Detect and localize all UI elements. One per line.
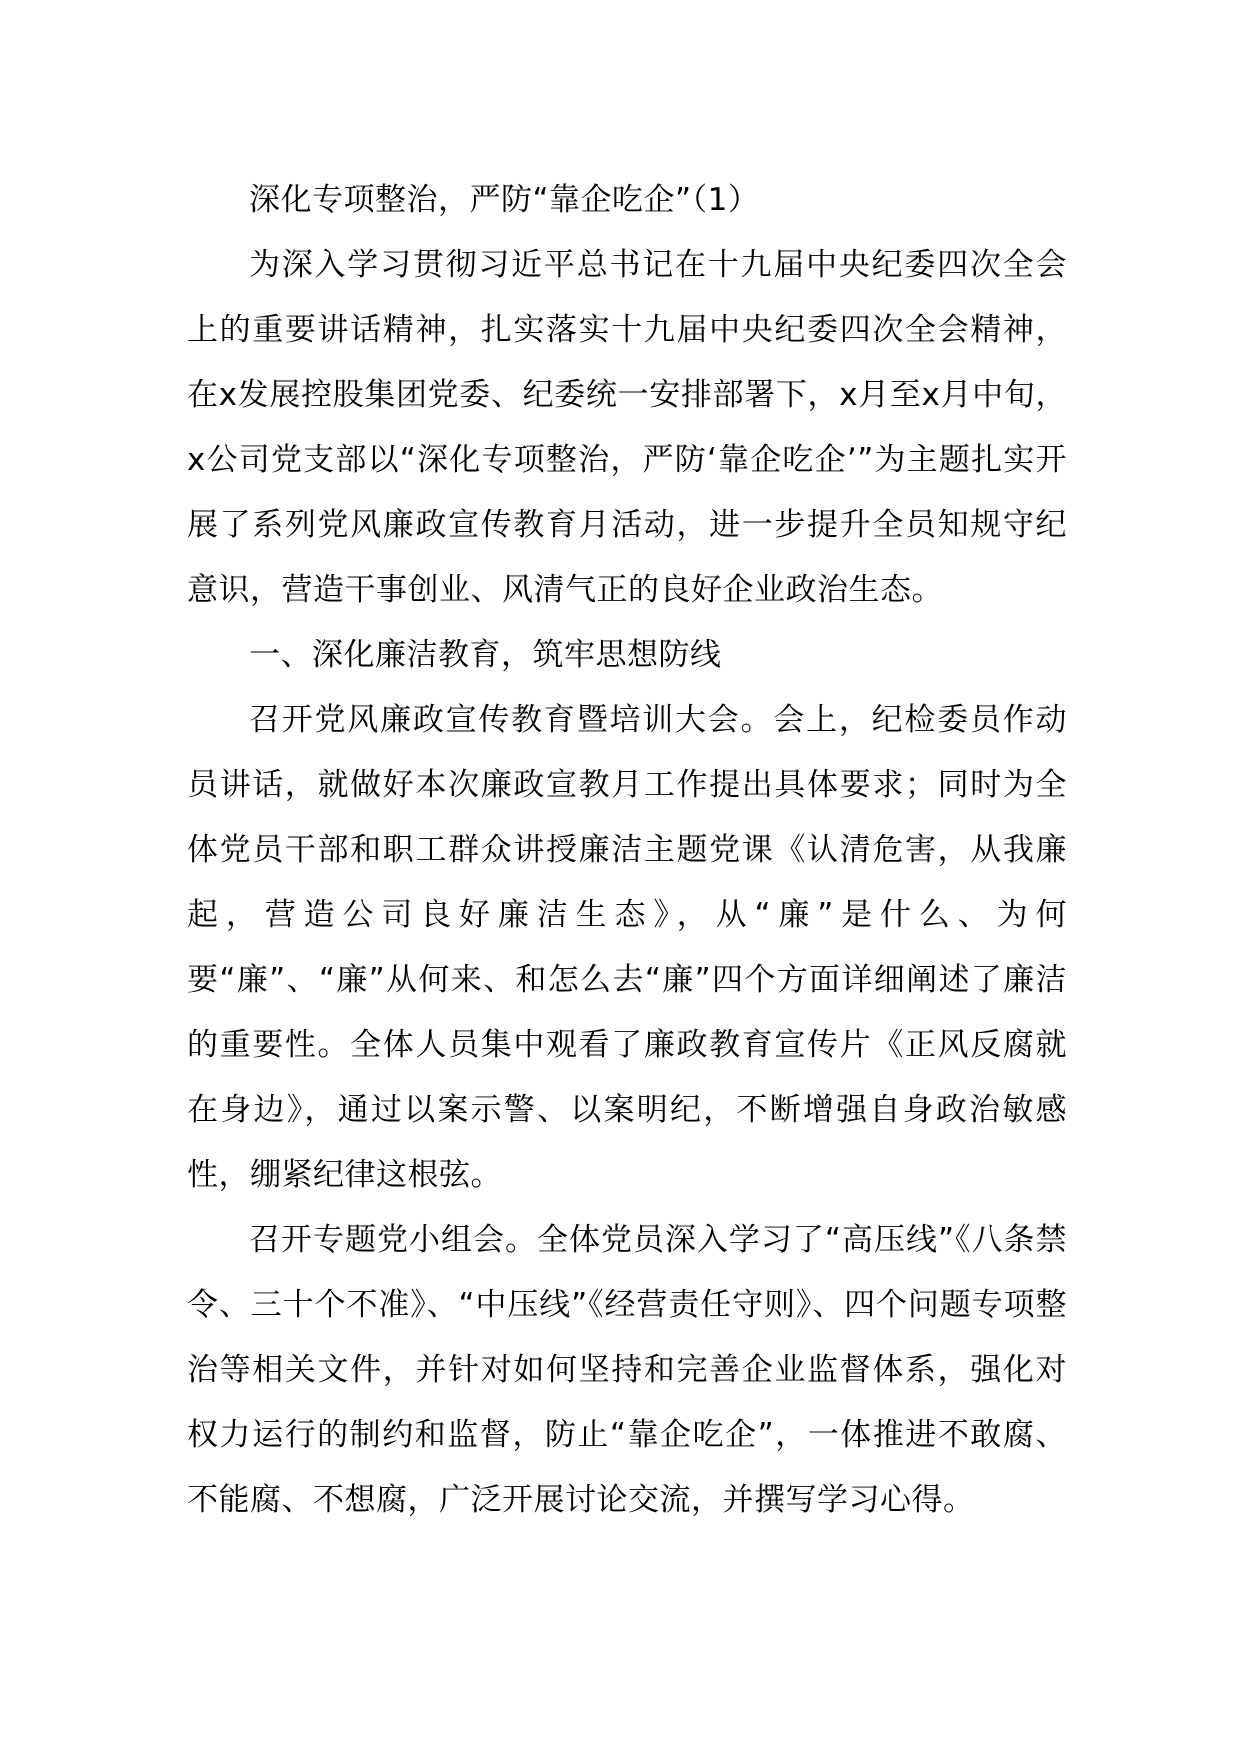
paragraph-party-group-meeting: 召开专题党小组会。全体党员深入学习了“高压线”《八条禁令、三十个不准》、“中压线”《经营责任守则》、四个问题专项整治等相关文件，并针对如何坚持和完善企业监督体系，强化对权力运行的制约和监督，防止“靠企吃企”，一体推进不敢腐、不能腐、不想腐，广泛开展讨论交流，并撰写学习心得。 xyxy=(187,1222,1067,1518)
paragraph-intro: 为深入学习贯彻习近平总书记在十九届中央纪委四次全会上的重要讲话精神，扎实落实十九届中央纪委四次全会精神，在x发展控股集团党委、纪委统一安排部署下，x月至x月中旬，x公司党支部以“深化专项整治，严防‘靠企吃企’”为主题扎实开展了系列党风廉政宣传教育月活动，进一步提升全员知规守纪意识，营造干事创业、风清气正的良好企业政治生态。 xyxy=(187,247,1067,608)
paragraph-training-meeting: 召开党风廉政宣传教育暨培训大会。会上，纪检委员作动员讲话，就做好本次廉政宣教月工作提出具体要求；同时为全体党员干部和职工群众讲授廉洁主题党课《认清危害，从我廉起，营造公司良好廉洁生态》，从“廉”是什么、为何要“廉”、“廉”从何来、和怎么去“廉”四个方面详细阐述了廉洁的重要性。全体人员集中观看了廉政教育宣传片《正风反腐就在身边》，通过以案示警、以案明纪，不断增强自身政治敏感性，绷紧纪律这根弦。 xyxy=(187,702,1067,1193)
document-body xyxy=(187,168,1067,1533)
document-title: 深化专项整治，严防“靠企吃企”（1） xyxy=(249,182,760,218)
section-heading-1: 一、深化廉洁教育，筑牢思想防线 xyxy=(249,637,722,673)
